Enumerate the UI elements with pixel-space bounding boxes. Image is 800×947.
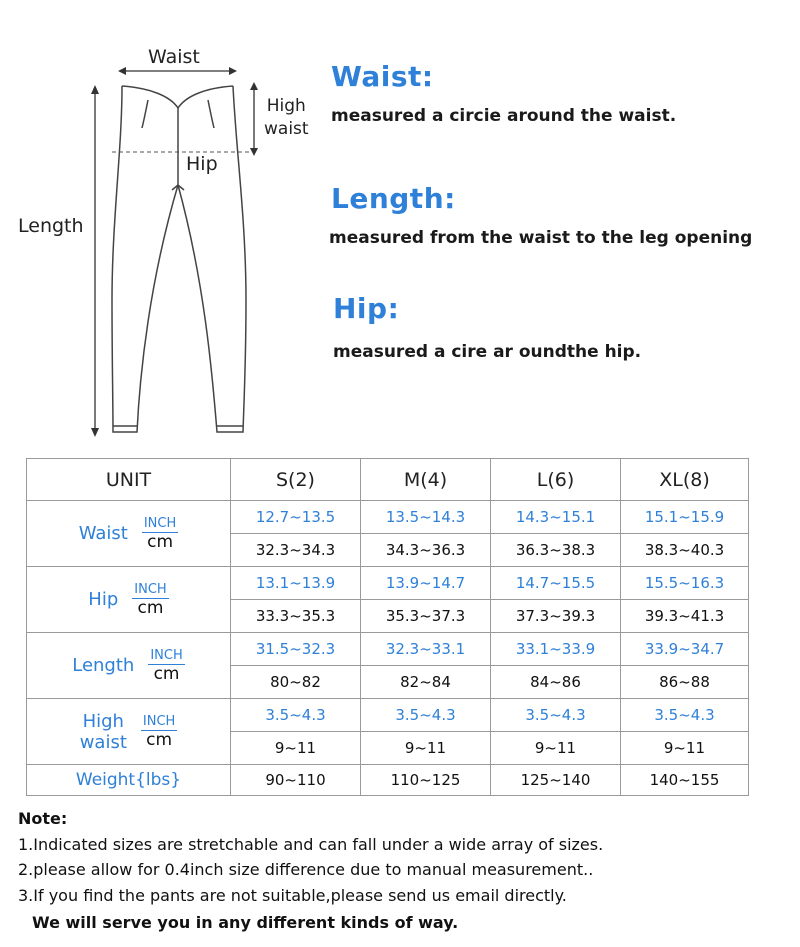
weight-label: Weight{lbs} [75, 770, 182, 790]
table-cell: 86~88 [621, 666, 749, 699]
note-item: 3.If you find the pants are not suitable,please send us email directly. [18, 885, 567, 905]
table-cell: 39.3~41.3 [621, 600, 749, 633]
unit-header: UNIT [27, 459, 231, 501]
measurement-name: High waist [79, 710, 127, 753]
table-cell: 33.9~34.7 [621, 633, 749, 666]
table-row [27, 501, 749, 534]
waist-label: Waist [148, 46, 200, 68]
measurement-name: Waist [78, 523, 128, 544]
unit-cm-label: cm [146, 730, 173, 750]
table-header-row [27, 459, 749, 501]
table-cell: 31.5~32.3 [231, 633, 361, 666]
row-label-length [27, 633, 231, 699]
table-cell: 32.3~33.1 [361, 633, 491, 666]
definition-title-waist: Waist: [331, 60, 434, 93]
table-cell: 125~140 [491, 765, 621, 796]
table-cell: 33.1~33.9 [491, 633, 621, 666]
table-cell: 38.3~40.3 [621, 534, 749, 567]
table-cell: 13.5~14.3 [361, 501, 491, 534]
table-cell: 84~86 [491, 666, 621, 699]
hip-label: Hip [186, 153, 218, 175]
table-cell: 140~155 [621, 765, 749, 796]
unit-inch-label: INCH [134, 582, 167, 597]
table-cell: 15.5~16.3 [621, 567, 749, 600]
table-cell: 9~11 [621, 732, 749, 765]
table-row [27, 633, 749, 666]
table-cell: 9~11 [361, 732, 491, 765]
table-cell: 14.7~15.5 [491, 567, 621, 600]
row-label-hip [27, 567, 231, 633]
unit-cm-label: cm [147, 532, 174, 552]
table-row [27, 699, 749, 732]
size-header: M(4) [361, 459, 491, 501]
definition-desc-waist: measured a circie around the waist. [331, 106, 677, 126]
definition-desc-length: measured from the waist to the leg opening [329, 228, 753, 248]
unit-cm-label: cm [153, 664, 180, 684]
table-cell: 32.3~34.3 [231, 534, 361, 567]
unit-inch-label: INCH [142, 714, 176, 729]
row-label-waist [27, 501, 231, 567]
table-cell: 9~11 [231, 732, 361, 765]
table-cell: 9~11 [491, 732, 621, 765]
size-header: L(6) [491, 459, 621, 501]
table-row [27, 567, 749, 600]
table-cell: 3.5~4.3 [621, 699, 749, 732]
table-cell: 80~82 [231, 666, 361, 699]
table-cell: 13.9~14.7 [361, 567, 491, 600]
table-cell: 3.5~4.3 [491, 699, 621, 732]
note-item: 1.Indicated sizes are stretchable and can fall under a wide array of sizes. [18, 834, 604, 854]
notes-section [18, 806, 603, 936]
table-cell: 3.5~4.3 [231, 699, 361, 732]
size-chart-table [26, 458, 749, 796]
table-cell: 37.3~39.3 [491, 600, 621, 633]
unit-inch-label: INCH [143, 516, 177, 531]
table-cell: 35.3~37.3 [361, 600, 491, 633]
pants-diagram [0, 0, 330, 445]
size-header: S(2) [231, 459, 361, 501]
table-cell: 13.1~13.9 [231, 567, 361, 600]
unit-inch-label: INCH [150, 648, 183, 663]
table-cell: 14.3~15.1 [491, 501, 621, 534]
table-cell: 90~110 [231, 765, 361, 796]
table-cell: 3.5~4.3 [361, 699, 491, 732]
table-cell: 33.3~35.3 [231, 600, 361, 633]
row-label-weight [27, 765, 231, 796]
table-cell: 34.3~36.3 [361, 534, 491, 567]
notes-closing: We will serve you in any different kinds of way. [32, 913, 459, 932]
table-cell: 15.1~15.9 [621, 501, 749, 534]
table-cell: 36.3~38.3 [491, 534, 621, 567]
table-cell: 82~84 [361, 666, 491, 699]
notes-title: Note: [18, 809, 68, 828]
table-cell: 12.7~13.5 [231, 501, 361, 534]
length-label: Length [18, 215, 84, 237]
row-label-high-waist [27, 699, 231, 765]
table-cell: 110~125 [361, 765, 491, 796]
note-item: 2.please allow for 0.4inch size difference due to manual measurement.. [18, 860, 594, 879]
size-header: XL(8) [621, 459, 749, 501]
unit-cm-label: cm [137, 598, 164, 618]
high-waist-label: High waist [264, 96, 309, 139]
measurement-name: Hip [88, 589, 119, 610]
table-row [27, 765, 749, 796]
definition-desc-hip: measured a cire ar oundthe hip. [333, 342, 642, 362]
definition-title-hip: Hip: [333, 292, 400, 325]
measurement-name: Length [72, 655, 135, 676]
definition-title-length: Length: [331, 182, 456, 215]
